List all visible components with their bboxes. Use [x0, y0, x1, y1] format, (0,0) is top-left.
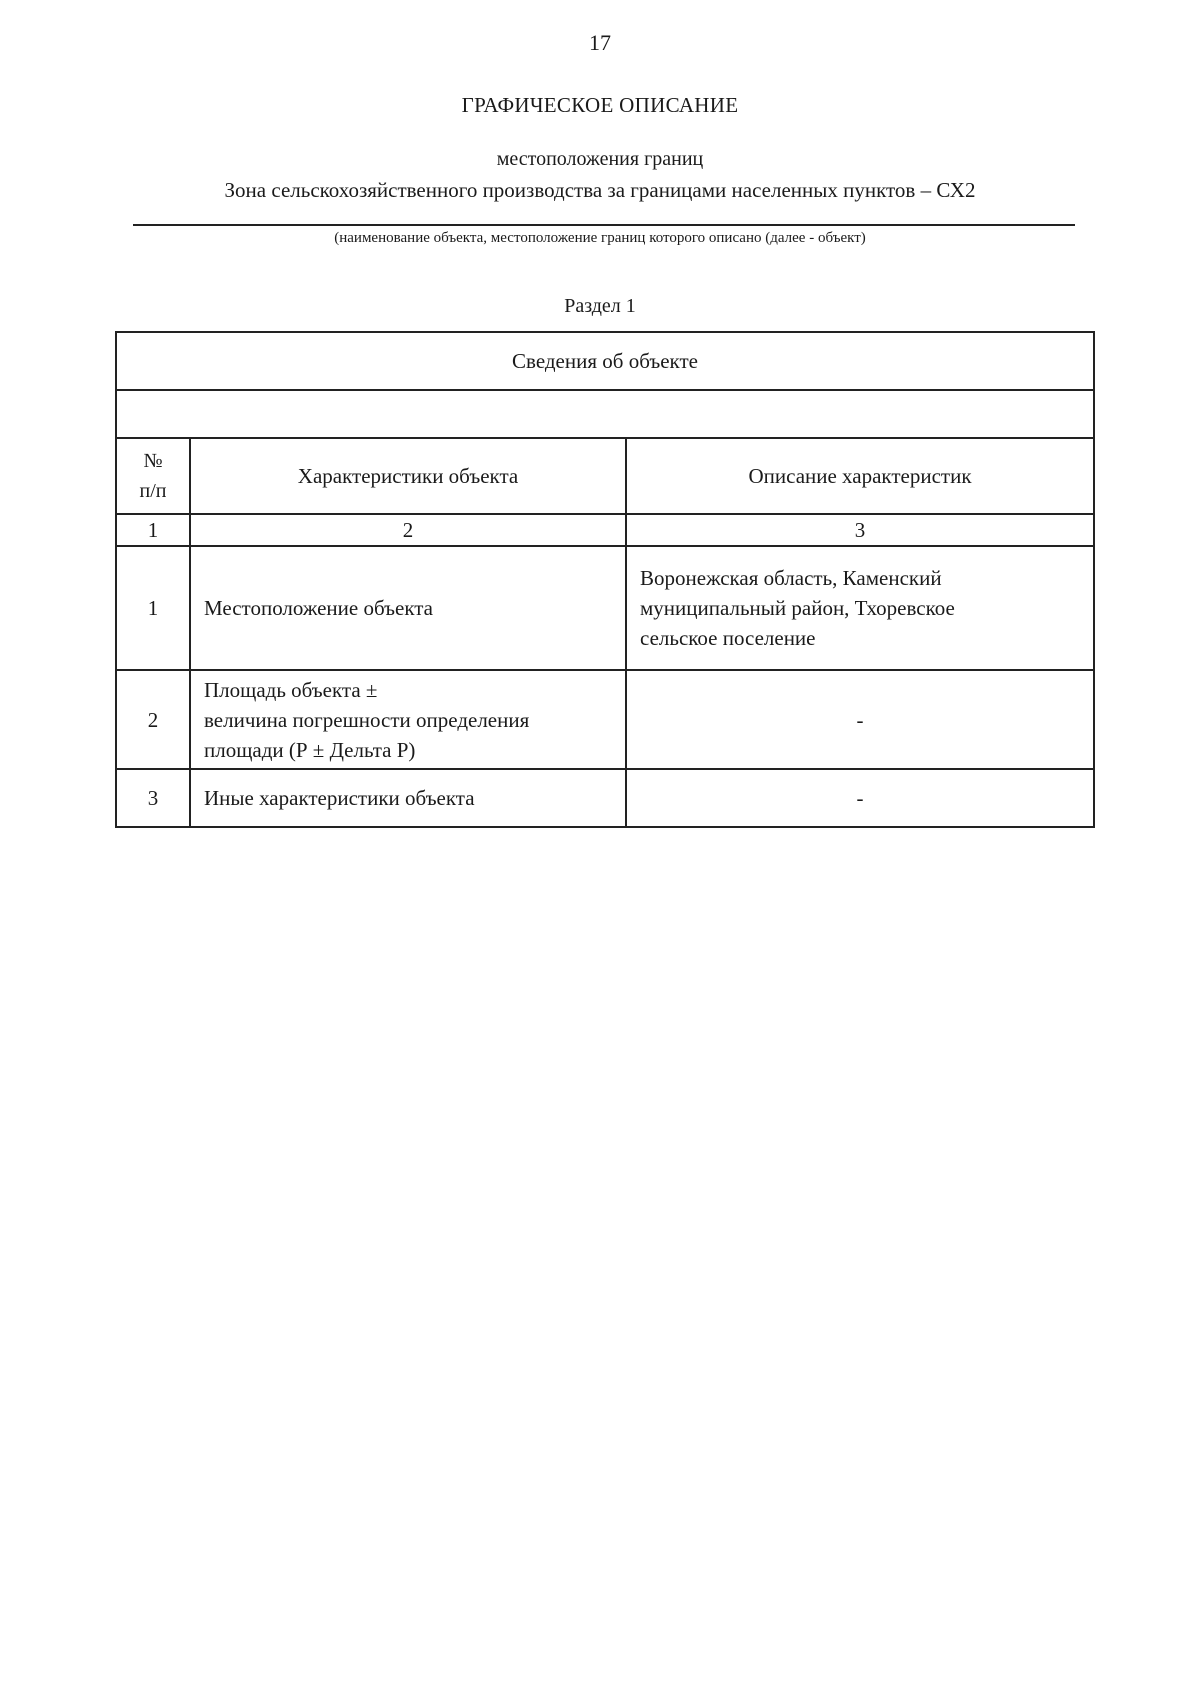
document-title: ГРАФИЧЕСКОЕ ОПИСАНИЕ: [461, 93, 739, 117]
header-num-line2: п/п: [139, 480, 167, 502]
document-subtitle: местоположения границ: [496, 148, 704, 170]
description-line: муниципальный район, Тхоревское: [640, 596, 955, 620]
description-line: -: [856, 786, 864, 810]
row-description: [626, 769, 1094, 827]
table-row: [116, 546, 1094, 670]
row-description: [626, 670, 1094, 769]
index-cell-3: 3: [626, 514, 1094, 546]
table-row: [116, 670, 1094, 769]
header-num: [116, 438, 190, 514]
section-label: Раздел 1: [564, 295, 636, 317]
characteristic-line: величина погрешности определения: [204, 707, 530, 732]
row-characteristic: [190, 546, 626, 670]
page-number: 17: [589, 30, 611, 55]
row-num: 1: [116, 546, 190, 670]
object-name-caption: (наименование объекта, местоположение границ которого описано (далее - объект): [334, 230, 866, 246]
row-characteristic: [190, 769, 626, 827]
table-index-row: [116, 514, 1094, 546]
characteristic-line: площади (Р ± Дельта Р): [204, 737, 416, 762]
row-characteristic: [190, 670, 626, 769]
object-name: Зона сельскохозяйственного производства за границами населенных пунктов – СХ2: [224, 178, 976, 202]
object-info-table: [115, 331, 1095, 828]
characteristic-line: Площадь объекта ±: [204, 677, 378, 702]
row-description: [626, 546, 1094, 670]
description-line: -: [856, 707, 864, 732]
header-characteristics: Характеристики объекта: [190, 438, 626, 514]
header-num-line1: №: [143, 450, 163, 472]
description-line: сельское поселение: [640, 626, 816, 650]
row-num: 2: [116, 670, 190, 769]
table-title-row: [116, 332, 1094, 390]
table-empty-row: [116, 390, 1094, 438]
characteristic-line: Иные характеристики объекта: [204, 786, 475, 810]
characteristic-line: Местоположение объекта: [204, 596, 434, 620]
table-header-row: [116, 438, 1094, 514]
index-cell-1: 1: [116, 514, 190, 546]
header-description: Описание характеристик: [626, 438, 1094, 514]
table-empty-cell: [116, 390, 1094, 438]
object-name-underline: [133, 224, 1075, 226]
table-title: Сведения об объекте: [116, 332, 1094, 390]
index-cell-2: 2: [190, 514, 626, 546]
description-line: Воронежская область, Каменский: [640, 566, 942, 590]
row-num: 3: [116, 769, 190, 827]
table-row: [116, 769, 1094, 827]
